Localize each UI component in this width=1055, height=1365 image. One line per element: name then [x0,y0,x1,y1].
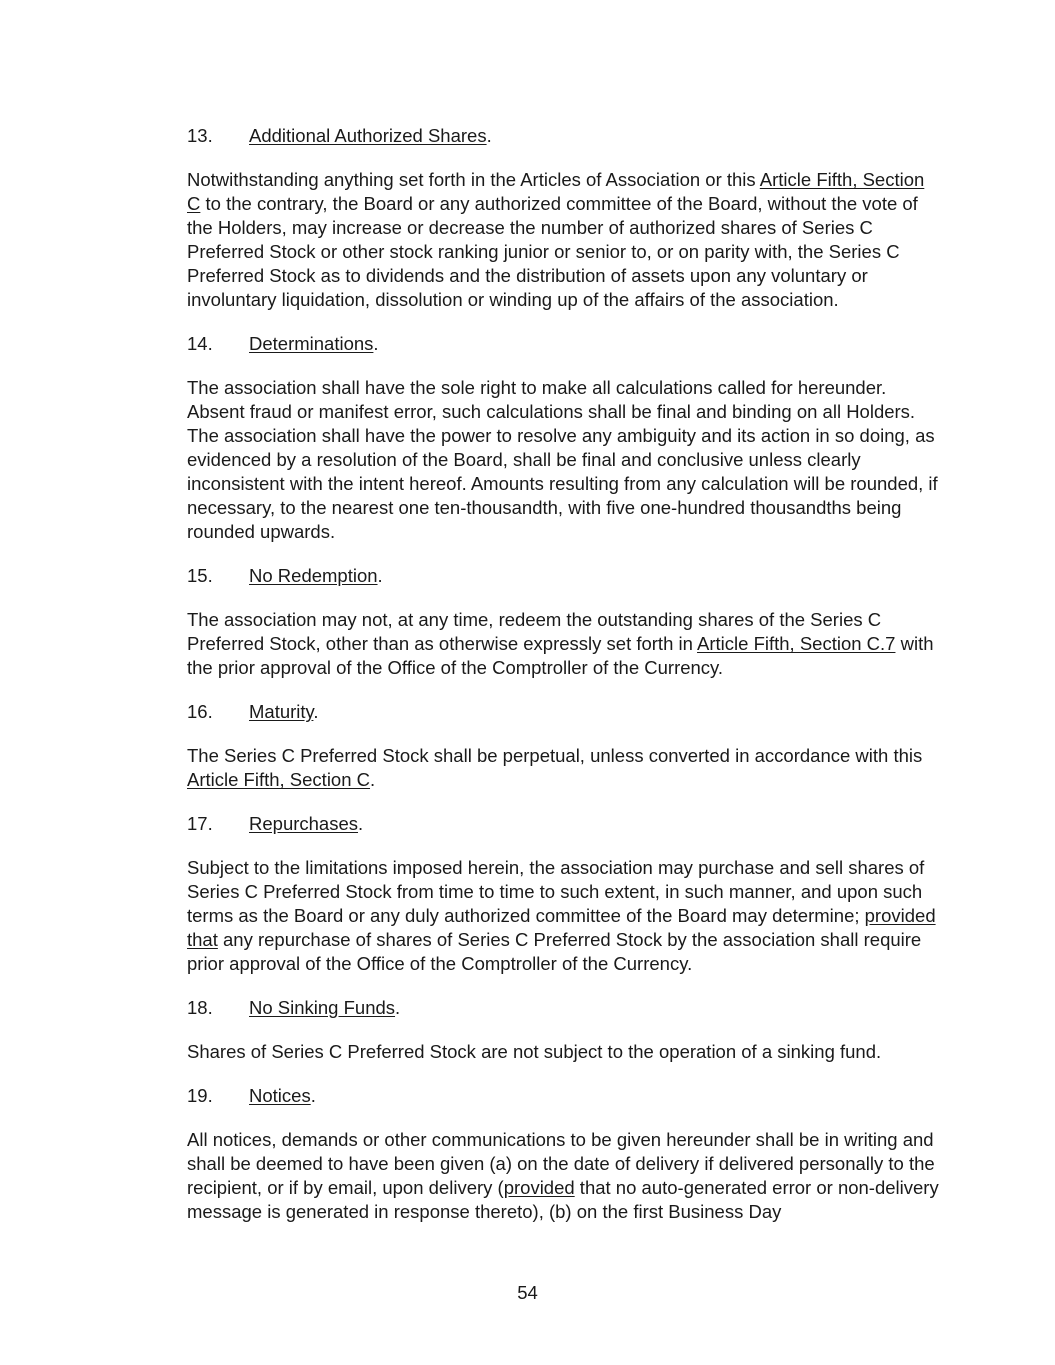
section-number: 17. [187,813,213,834]
underlined-term: Article Fifth, Section C.7 [697,633,896,654]
paragraph-text: The Series C Preferred Stock shall be perpetual, unless converted in accordance with this [187,745,923,766]
section-number: 19. [187,1085,213,1106]
section-heading-18: 18. No Sinking Funds. [187,997,401,1018]
section-paragraph [187,376,939,544]
section-title: Additional Authorized Shares [249,125,487,146]
section-paragraph [187,608,939,680]
section-heading-15: 15. No Redemption. [187,565,383,586]
section-number: 15. [187,565,213,586]
underlined-term: provided [503,1177,575,1198]
section-paragraph [187,744,939,792]
section-paragraph [187,856,939,976]
section-number: 18. [187,997,213,1018]
underlined-term: that [187,929,218,950]
section-heading-19: 19. Notices. [187,1085,316,1106]
document-body [187,124,939,1244]
page-number: 54 [517,1282,538,1303]
paragraph-text: The association shall have the sole right to make all calculations called for hereunder. Absent fraud or manifest error, such calculations shall be final and binding on all Holders. The association shall have the power to resolve any ambiguity and its action in so doing, as evidenced by a resolution of the Board, shall be final and conclusive unless clearly inconsistent with the intent hereof. Amounts resulting from any calculation will be rounded, if necessary, to the nearest one ten-thousandth, with five one-hundred thousandths being rounded upwards. [187,377,938,542]
section-title: Notices [249,1085,311,1106]
section-paragraph [187,1040,939,1064]
paragraph-text: All notices, demands or other communications to be given hereunder shall be in writing and shall be deemed to have been given (a) on the date of delivery if delivered personally to the recipient, or if by email, upon delivery ( [187,1129,935,1198]
underlined-term: Article Fifth, Section C [187,769,371,790]
section-paragraph [187,168,939,312]
section-heading-14: 14. Determinations. [187,333,379,354]
section-number: 13. [187,125,213,146]
underlined-term: Article Fifth, Section C [187,169,925,214]
paragraph-text: Notwithstanding anything set forth in the Articles of Association or this [187,169,760,190]
section-title: Maturity [249,701,314,722]
underlined-term: provided [864,905,936,926]
section-title: No Sinking Funds [249,997,396,1018]
paragraph-text: any repurchase of shares of Series C Preferred Stock by the association shall require prior approval of the Office of the Comptroller of the Currency. [187,929,922,974]
paragraph-text: The association may not, at any time, redeem the outstanding shares of the Series C Preferred Stock, other than as otherwise expressly set forth in [187,609,882,654]
section-number: 14. [187,333,213,354]
section-number: 16. [187,701,213,722]
section-heading-16: 16. Maturity. [187,701,319,722]
paragraph-text: with the prior approval of the Office of the Comptroller of the Currency. [187,633,934,678]
section-heading-17: 17. Repurchases. [187,813,364,834]
section-title: Determinations [249,333,374,354]
section-title: Repurchases [249,813,359,834]
paragraph-text: that no auto-generated error or non-delivery message is generated in response thereto), (b) on the first Business Day [187,1177,939,1222]
paragraph-text: Subject to the limitations imposed herein, the association may purchase and sell shares of Series C Preferred Stock from time to time to such extent, in such manner, and upon such terms as the Board or any duly authorized committee of the Board may determine; [187,857,925,926]
paragraph-text: . [370,769,376,790]
section-heading-13: 13. Additional Authorized Shares. [187,125,492,146]
paragraph-text: Shares of Series C Preferred Stock are not subject to the operation of a sinking fund. [187,1041,882,1062]
section-paragraph [187,1128,939,1224]
paragraph-text: to the contrary, the Board or any authorized committee of the Board, without the vote of the Holders, may increase or decrease the number of authorized shares of Series C Preferred Stock or other stock ranking junior or senior to, or on parity with, the Series C Preferred Stock as to dividends and the distribution of assets upon any voluntary or involuntary liquidation, dissolution or winding up of the affairs of the association. [187,193,918,310]
section-title: No Redemption [249,565,378,586]
